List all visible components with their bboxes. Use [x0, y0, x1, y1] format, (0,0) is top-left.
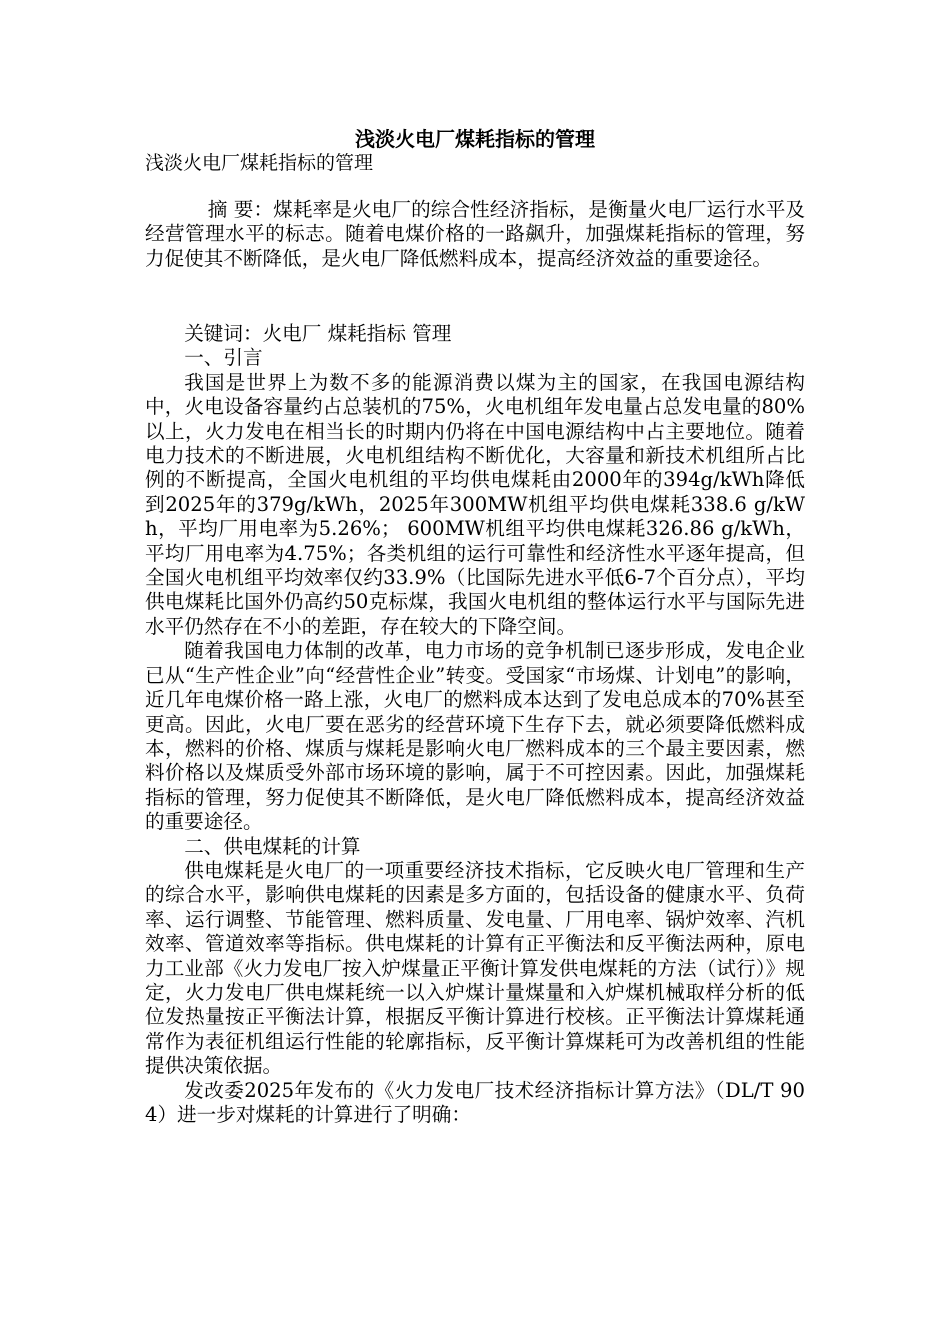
- document-title: 浅淡火电厂煤耗指标的管理: [355, 127, 595, 151]
- abstract-block: [145, 198, 805, 271]
- paragraph: 随着我国电力体制的改革，电力市场的竞争机制已逐步形成，发电企业已从“生产性企业”向“经营性企业”转变。受国家“市场煤、计划电”的影响，近几年电煤价格一路上涨，火电厂的燃料成本达到了发电总成本的70%甚至更高。因此，火电厂要在恶劣的经营环境下生存下去，就必须要降低燃料成本，燃料的价格、煤质与煤耗是影响火电厂燃料成本的三个最主要因素，燃料价格以及煤质受外部市场环境的影响，属于不可控因素。因此，加强煤耗指标的管理，努力促使其不断降低，是火电厂降低燃料成本，提高经济效益的重要途径。: [145, 639, 805, 834]
- section-heading-calculation: 二、供电煤耗的计算: [184, 834, 361, 858]
- paragraph: 我国是世界上为数不多的能源消费以煤为主的国家，在我国电源结构中，火电设备容量约占总装机的75%，火电机组年发电量占总发电量的80%以上，火力发电在相当长的时期内仍将在中国电源结构中占主要地位。随着电力技术的不断进展，火电机组结构不断优化，大容量和新技术机组所占比例的不断提高，全国火电机组的平均供电煤耗由2000年的394g/kWh降低到2025年的379g/kWh，2025年300MW机组平均供电煤耗338.6 g/kWh，平均厂用电率为5.26%； 600MW机组平均供电煤耗326.86 g/kWh，平均厂用电率为4.75%；各类机组的运行可靠性和经济性水平逐年提高，但全国火电机组平均效率仅约33.9%（比国际先进水平低6-7个百分点），平均供电煤耗比国外仍高约50克标煤，我国火电机组的整体运行水平与国际先进水平仍然存在不小的差距，存在较大的下降空间。: [145, 370, 805, 638]
- paragraph: 供电煤耗是火电厂的一项重要经济技术指标，它反映火电厂管理和生产的综合水平，影响供电煤耗的因素是多方面的，包括设备的健康水平、负荷率、运行调整、节能管理、燃料质量、发电量、厂用电率、锅炉效率、汽机效率、管道效率等指标。供电煤耗的计算有正平衡法和反平衡法两种，原电力工业部《火力发电厂按入炉煤量正平衡计算发供电煤耗的方法（试行）》规定，火力发电厂供电煤耗统一以入炉煤计量煤量和入炉煤机械取样分析的低位发热量按正平衡法计算，根据反平衡计算进行校核。正平衡法计算煤耗通常作为表征机组运行性能的轮廓指标，反平衡计算煤耗可为改善机组的性能提供决策依据。: [145, 858, 805, 1078]
- document-body: [145, 322, 805, 1127]
- document-subtitle: 浅淡火电厂煤耗指标的管理: [145, 152, 374, 174]
- section-heading-introduction: 一、引言: [184, 346, 263, 370]
- keywords-line: 关键词：火电厂 煤耗指标 管理: [184, 322, 452, 345]
- abstract-paragraph: 摘 要：煤耗率是火电厂的综合性经济指标，是衡量火电厂运行水平及经营管理水平的标志。随着电煤价格的一路飙升，加强煤耗指标的管理，努力促使其不断降低，是火电厂降低燃料成本，提高经济效益的重要途径。: [145, 198, 805, 270]
- paragraph: 发改委2025年发布的《火力发电厂技术经济指标计算方法》（DL/T 904）进一步对煤耗的计算进行了明确：: [145, 1078, 805, 1126]
